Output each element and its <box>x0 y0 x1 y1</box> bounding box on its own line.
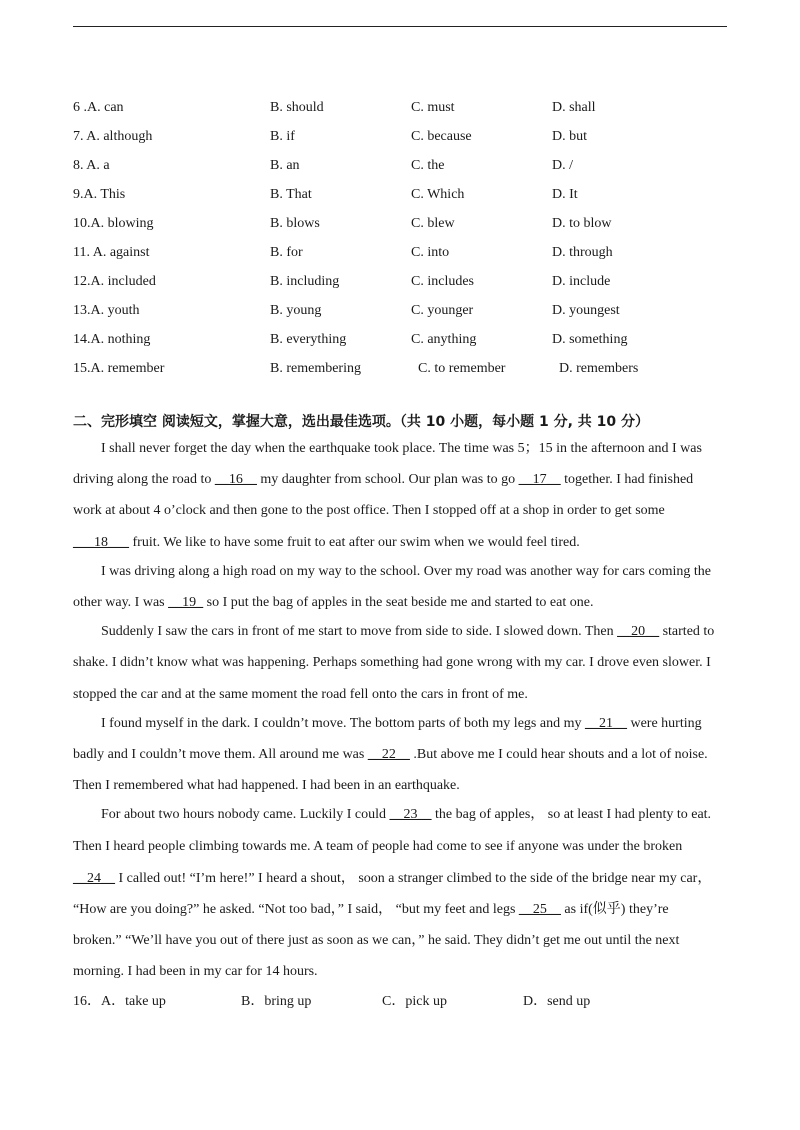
q16-option-c: C．pick up <box>382 994 447 1009</box>
option-b: B. if <box>270 129 295 144</box>
section-title: 二、完形填空 阅读短文，掌握大意，选出最佳选项。（共 10 小题，每小题 1 分, 共 10 分） <box>73 414 650 430</box>
header-rule <box>73 26 727 27</box>
passage-line: __24__ I called out! “I’m here!” I heard a shout， soon a stranger climbed to the side of the bridge near my car， <box>73 871 712 886</box>
option-d: D. youngest <box>552 303 620 318</box>
q16-option-d: D．send up <box>523 994 591 1009</box>
option-a: 8. A. a <box>73 158 110 173</box>
option-c: C. blew <box>411 216 455 231</box>
passage-line: broken.” “We’ll have you out of there just as soon as we can，” he said. They didn’t get me out until the next <box>73 933 680 948</box>
option-b: B. should <box>270 100 324 115</box>
q16-option-a: 16．A．take up <box>73 994 166 1009</box>
passage-line: Suddenly I saw the cars in front of me start to move from side to side. I slowed down. Then __20__ started to <box>101 624 715 639</box>
option-a: 11. A. against <box>73 245 150 260</box>
blank-18: ___18___ <box>73 535 129 550</box>
option-c: C. to remember <box>418 361 506 376</box>
option-a: 12.A. included <box>73 274 156 289</box>
option-d: D. to blow <box>552 216 612 231</box>
passage-line: Then I remembered what had happened. I had been in an earthquake. <box>73 778 460 793</box>
option-d: D. include <box>552 274 611 289</box>
blank-17: __17__ <box>518 472 561 487</box>
option-d: D. It <box>552 187 578 202</box>
passage-line: “How are you doing?” he asked. “Not too bad，” I said， “but my feet and legs __25__ as if(似乎) they’re <box>73 902 669 917</box>
option-c: C. anything <box>411 332 477 347</box>
option-c: C. Which <box>411 187 465 202</box>
option-d: D. something <box>552 332 628 347</box>
passage-line: Then I heard people climbing towards me. A team of people had come to see if anyone was under the broken <box>73 839 683 854</box>
option-c: C. must <box>411 100 455 115</box>
option-a: 10.A. blowing <box>73 216 154 231</box>
blank-23: __23__ <box>389 807 432 822</box>
option-b: B. young <box>270 303 322 318</box>
option-b: B. everything <box>270 332 347 347</box>
option-d: D. through <box>552 245 613 260</box>
option-c: C. the <box>411 158 445 173</box>
option-a: 7. A. although <box>73 129 153 144</box>
passage-line: badly and I couldn’t move them. All around me was __22__ .But above me I could hear shouts and a lot of noise. <box>73 747 708 762</box>
passage-line: I was driving along a high road on my way to the school. Over my road was another way for cars coming the <box>101 564 712 579</box>
passage-line: For about two hours nobody came. Luckily I could __23__ the bag of apples， so at least I had plenty to eat. <box>101 807 712 822</box>
option-a: 15.A. remember <box>73 361 165 376</box>
blank-25: __25__ <box>518 902 561 917</box>
passage-line: I found myself in the dark. I couldn’t move. The bottom parts of both my legs and my __21__ were hurting <box>101 716 702 731</box>
option-c: C. includes <box>411 274 474 289</box>
blank-19: __19_ <box>168 595 204 610</box>
passage-line: morning. I had been in my car for 14 hours. <box>73 964 318 979</box>
option-a: 13.A. youth <box>73 303 140 318</box>
passage-line: I shall never forget the day when the earthquake took place. The time was 5；15 in the afternoon and I was <box>101 441 702 456</box>
option-d: D. remembers <box>559 361 639 376</box>
option-d: D. but <box>552 129 587 144</box>
option-b: B. for <box>270 245 303 260</box>
option-b: B. including <box>270 274 340 289</box>
option-a: 14.A. nothing <box>73 332 151 347</box>
option-d: D. / <box>552 158 573 173</box>
option-b: B. That <box>270 187 312 202</box>
option-a: 9.A. This <box>73 187 126 202</box>
option-d: D. shall <box>552 100 596 115</box>
passage-line: shake. I didn’t know what was happening. Perhaps something had gone wrong with my car. I drove even slower. I <box>73 655 711 670</box>
option-c: C. into <box>411 245 450 260</box>
q16-option-b: B．bring up <box>241 994 312 1009</box>
blank-20: __20__ <box>617 624 660 639</box>
passage-line: ___18___ fruit. We like to have some fruit to eat after our swim when we would feel tired. <box>73 535 580 550</box>
option-b: B. blows <box>270 216 320 231</box>
passage-line: stopped the car and at the same moment the road fell onto the cars in front of me. <box>73 687 528 702</box>
passage-line: driving along the road to __16__ my daughter from school. Our plan was to go __17__ together. I had finished <box>73 472 694 487</box>
option-b: B. an <box>270 158 300 173</box>
blank-16: __16__ <box>214 472 257 487</box>
option-a: 6 .A. can <box>73 100 124 115</box>
option-c: C. because <box>411 129 472 144</box>
passage-line: other way. I was __19_ so I put the bag of apples in the seat beside me and started to eat one. <box>73 595 594 610</box>
passage-line: work at about 4 o’clock and then gone to the post office. Then I stopped off at a shop in order to get some <box>73 503 665 518</box>
option-c: C. younger <box>411 303 474 318</box>
blank-24: __24__ <box>73 871 115 886</box>
blank-22: __22__ <box>367 747 410 762</box>
blank-21: __21__ <box>584 716 627 731</box>
option-b: B. remembering <box>270 361 361 376</box>
